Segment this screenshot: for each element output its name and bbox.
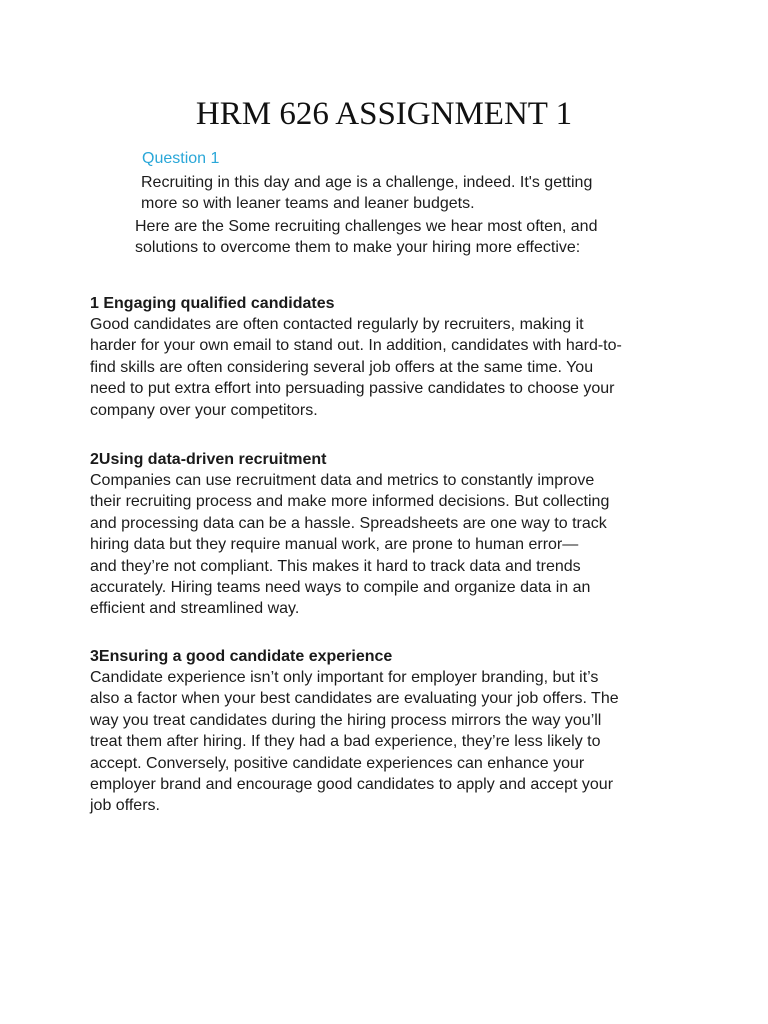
text-line: their recruiting process and make more informed decisions. But collecting	[90, 493, 610, 511]
section-heading: 2Using data-driven recruitment	[90, 451, 327, 468]
text-line: treat them after hiring. If they had a bad experience, they’re less likely to	[90, 733, 601, 751]
text-line: need to put extra effort into persuading passive candidates to choose your	[90, 380, 615, 398]
text-line: hiring data but they require manual work, are prone to human error—	[90, 536, 579, 554]
text-line: find skills are often considering several job offers at the same time. You	[90, 358, 594, 376]
text-line: Here are the Some recruiting challenges we hear most often, and	[135, 218, 598, 235]
question-label: Question 1	[142, 150, 220, 167]
text-line: way you treat candidates during the hiring process mirrors the way you’ll	[90, 711, 602, 729]
section-engaging-candidates	[90, 293, 690, 421]
section-body	[90, 314, 690, 421]
text-line: Candidate experience isn’t only important for employer branding, but it’s	[90, 669, 599, 686]
text-line: accurately. Hiring teams need ways to compile and organize data in an	[90, 579, 591, 597]
section-heading: 1 Engaging qualified candidates	[90, 295, 335, 312]
text-line: also a factor when your best candidates are evaluating your job offers. The	[90, 690, 619, 708]
text-line: Companies can use recruitment data and metrics to constantly improve	[90, 472, 595, 489]
text-line: and they’re not compliant. This makes it hard to track data and trends	[90, 557, 581, 575]
text-line: more so with leaner teams and leaner budgets.	[141, 195, 475, 213]
text-line: job offers.	[90, 797, 160, 815]
section-body	[90, 667, 690, 817]
section-candidate-experience	[90, 646, 690, 817]
text-line: harder for your own email to stand out. In addition, candidates with hard-to-	[90, 337, 622, 355]
text-line: company over your competitors.	[90, 401, 318, 419]
text-line: Good candidates are often contacted regularly by recruiters, making it	[90, 316, 584, 333]
intro-paragraph-b	[135, 216, 675, 259]
section-data-driven-recruitment	[90, 449, 690, 620]
text-line: and processing data can be a hassle. Spreadsheets are one way to track	[90, 514, 607, 532]
text-line: employer brand and encourage good candidates to apply and accept your	[90, 776, 614, 794]
intro-paragraph-a	[141, 172, 661, 215]
section-body	[90, 470, 690, 620]
text-line: solutions to overcome them to make your hiring more effective:	[135, 239, 581, 257]
text-line: accept. Conversely, positive candidate experiences can enhance your	[90, 754, 585, 772]
text-line: efficient and streamlined way.	[90, 600, 300, 618]
section-heading: 3Ensuring a good candidate experience	[90, 648, 393, 665]
text-line: Recruiting in this day and age is a challenge, indeed. It's getting	[141, 174, 593, 191]
page-title: HRM 626 ASSIGNMENT 1	[195, 96, 573, 132]
